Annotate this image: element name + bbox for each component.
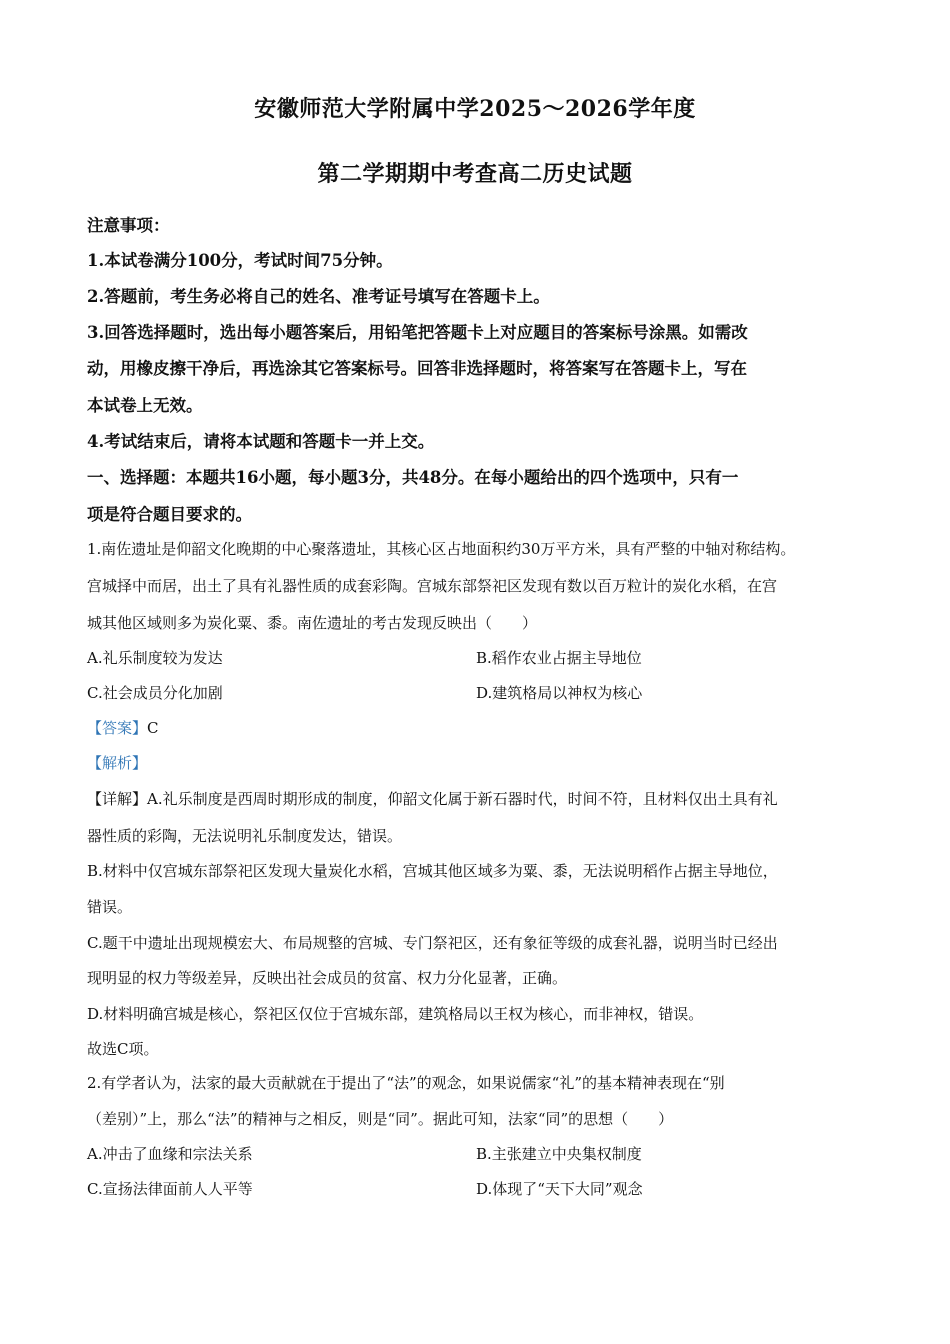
q1-conclusion: 故选C项。 — [87, 1040, 159, 1058]
q2-option-a: A.冲击了血缘和宗法关系 — [87, 1145, 253, 1163]
q1-detail-a-line1 — [87, 788, 778, 809]
detail-tag: 【详解】 — [87, 790, 148, 808]
q2-stem-line1: 2.有学者认为，法家的最大贡献就在于提出了“法”的观念，如果说儒家“礼”的基本精神表现在“别 — [87, 1074, 725, 1092]
q1-stem-line3: 城其他区域则多为炭化粟、黍。南佐遗址的考古发现反映出（ ） — [87, 614, 538, 632]
answer-tag: 【答案】 — [87, 719, 148, 737]
q2-option-c: C.宣扬法律面前人人平等 — [87, 1180, 253, 1198]
q1-option-a: A.礼乐制度较为发达 — [87, 649, 223, 667]
q1-option-b: B.稻作农业占据主导地位 — [476, 649, 642, 667]
notice-item-1: 1.本试卷满分100分，考试时间75分钟。 — [87, 251, 393, 270]
q1-stem-line2: 宫城择中而居，出土了具有礼器性质的成套彩陶。宫城东部祭祀区发现有数以百万粒计的炭化水稻，在宫 — [87, 577, 778, 595]
notice-item-3-line1: 3.回答选择题时，选出每小题答案后，用铅笔把答题卡上对应题目的答案标号涂黑。如需改 — [87, 323, 748, 342]
notice-item-3-line2: 动，用橡皮擦干净后，再选涂其它答案标号。回答非选择题时，将答案写在答题卡上，写在 — [87, 359, 747, 378]
section-heading-line2: 项是符合题目要求的。 — [87, 505, 252, 524]
q2-option-b: B.主张建立中央集权制度 — [476, 1145, 642, 1163]
q1-detail-c-line2: 现明显的权力等级差异，反映出社会成员的贫富、权力分化显著，正确。 — [87, 969, 568, 987]
notice-heading: 注意事项： — [87, 216, 170, 235]
notice-item-2: 2.答题前，考生务必将自己的姓名、准考证号填写在答题卡上。 — [87, 287, 550, 306]
exam-title-line1: 安徽师范大学附属中学2025～2026学年度 — [254, 96, 696, 122]
q1-stem-line1: 1.南佐遗址是仰韶文化晚期的中心聚落遗址，其核心区占地面积约30万平方米，具有严整的中轴对称结构。 — [87, 540, 796, 558]
exam-title-line2: 第二学期期中考查高二历史试题 — [317, 161, 633, 187]
answer-value: C — [147, 719, 159, 737]
section-heading-line1: 一、选择题：本题共16小题，每小题3分，共48分。在每小题给出的四个选项中，只有一 — [87, 468, 739, 487]
q1-detail-b-line2: 错误。 — [87, 898, 133, 916]
q1-detail-d: D.材料明确宫城是核心，祭祀区仅位于宫城东部，建筑格局以王权为核心，而非神权，错误。 — [87, 1005, 704, 1023]
q1-detail-c-line1: C.题干中遗址出现规模宏大、布局规整的宫城、专门祭祀区，还有象征等级的成套礼器，说明当时已经出 — [87, 934, 778, 952]
q2-option-d: D.体现了“天下大同”观念 — [476, 1180, 643, 1198]
q2-stem-line2: （差别）”上，那么“法”的精神与之相反，则是“同”。据此可知，法家“同”的思想（ ） — [87, 1110, 674, 1128]
q1-answer — [87, 717, 159, 738]
notice-item-4: 4.考试结束后，请将本试题和答题卡一并上交。 — [87, 432, 435, 451]
q1-option-d: D.建筑格局以神权为核心 — [476, 684, 643, 702]
q1-detail-a-line2: 器性质的彩陶，无法说明礼乐制度发达，错误。 — [87, 827, 403, 845]
q1-option-c: C.社会成员分化加剧 — [87, 684, 223, 702]
detail-a-text: A.礼乐制度是西周时期形成的制度，仰韶文化属于新石器时代，时间不符，且材料仅出土具有礼 — [147, 790, 778, 808]
q1-detail-b-line1: B.材料中仅宫城东部祭祀区发现大量炭化水稻，宫城其他区域多为粟、黍，无法说明稻作占据主导地位， — [87, 862, 778, 880]
notice-item-3-line3: 本试卷上无效。 — [87, 396, 203, 415]
q1-analysis-tag: 【解析】 — [87, 754, 148, 772]
